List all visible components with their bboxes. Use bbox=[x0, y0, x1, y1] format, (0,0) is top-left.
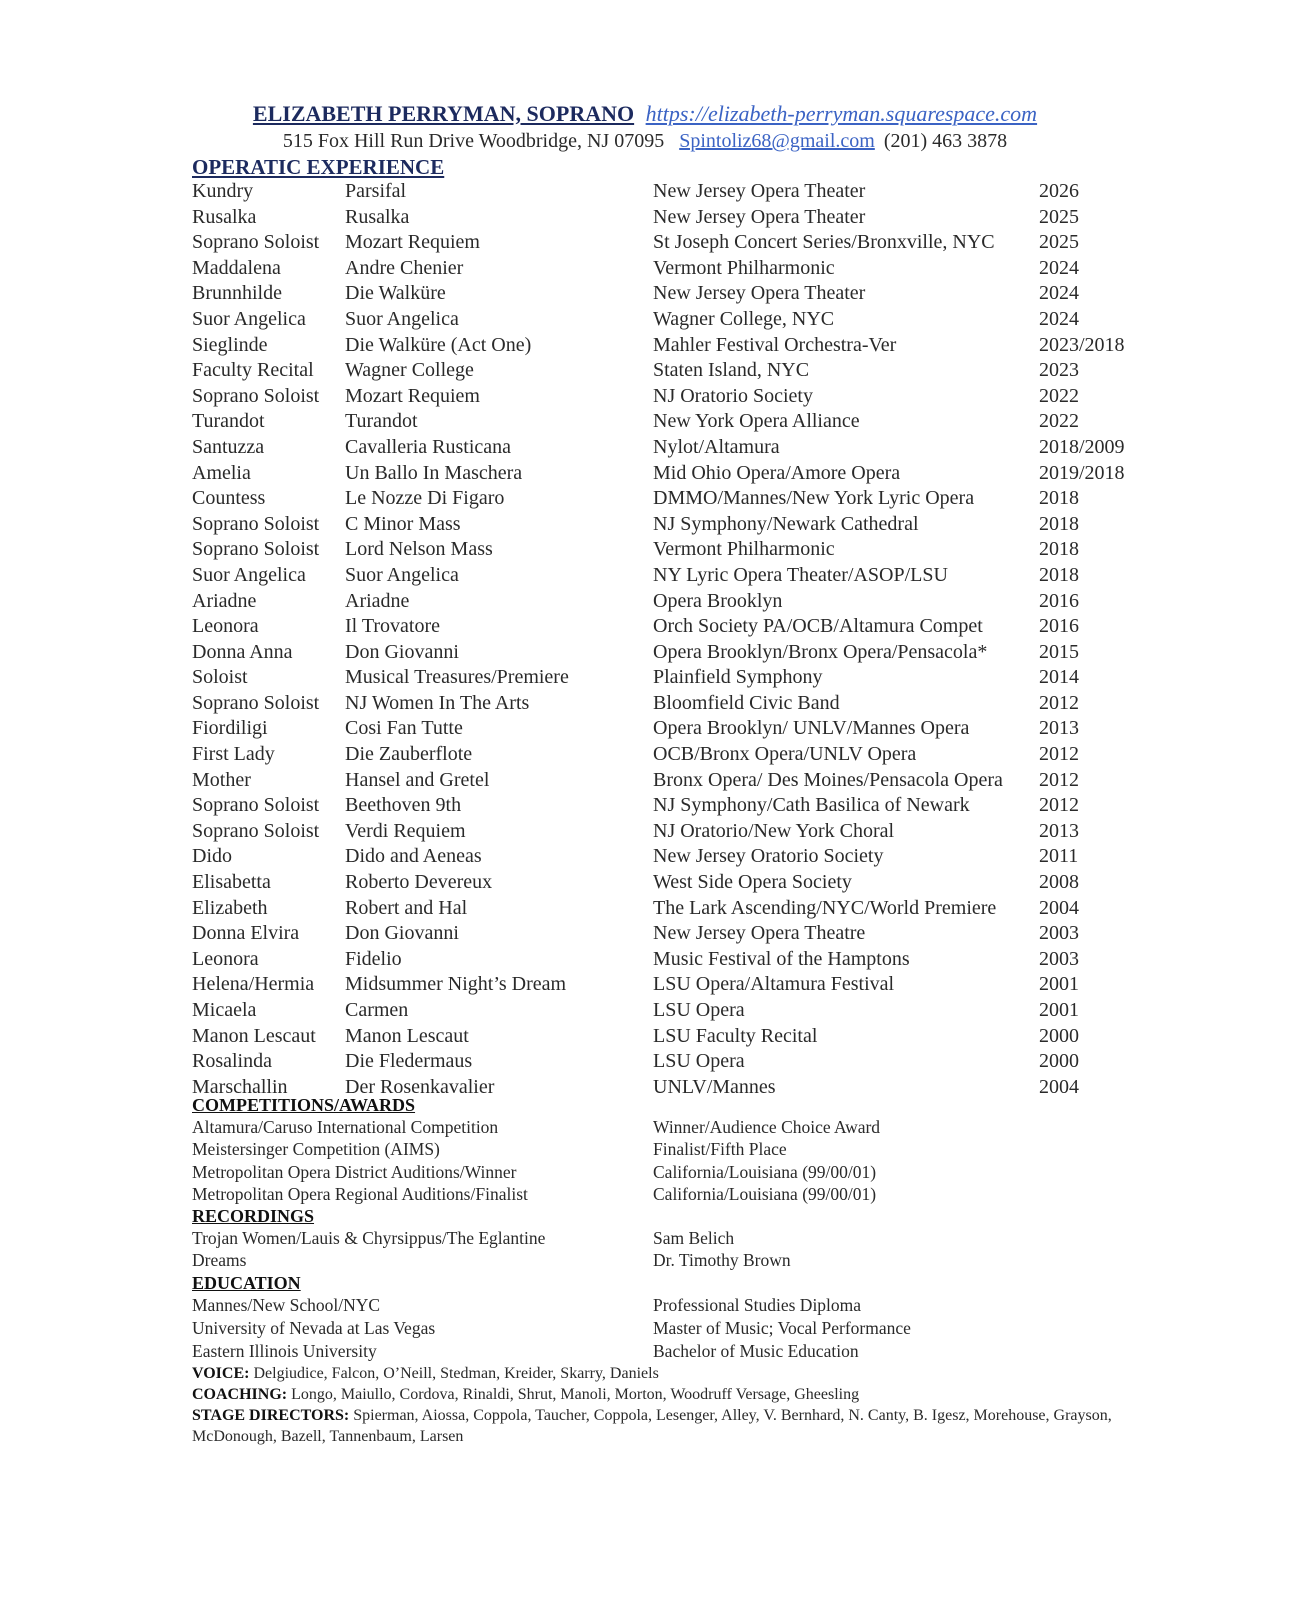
role-name: First Lady bbox=[192, 743, 275, 766]
coaching-label: COACHING: bbox=[192, 1386, 288, 1403]
performance-year: 2018 bbox=[1039, 563, 1079, 586]
role-name: Elizabeth bbox=[192, 896, 268, 919]
role-name: Rusalka bbox=[192, 205, 257, 228]
operatic-experience-list bbox=[192, 179, 1125, 1100]
opera-title: C Minor Mass bbox=[345, 512, 461, 535]
company-name: UNLV/Mannes bbox=[653, 1075, 776, 1098]
role-name: Soloist bbox=[192, 666, 248, 689]
performance-year: 2016 bbox=[1039, 615, 1079, 638]
competition-row-right: California/Louisiana (99/00/01) bbox=[653, 1183, 877, 1204]
role-name: Dido bbox=[192, 845, 232, 868]
role-name: Soprano Soloist bbox=[192, 384, 320, 407]
role-name: Elisabetta bbox=[192, 871, 271, 894]
performance-year: 2003 bbox=[1039, 947, 1079, 970]
company-name: Opera Brooklyn/ UNLV/Mannes Opera bbox=[653, 717, 970, 740]
company-name: Orch Society PA/OCB/Altamura Compet bbox=[653, 615, 983, 638]
role-name: Manon Lescaut bbox=[192, 1024, 316, 1047]
education-row-left: University of Nevada at Las Vegas bbox=[192, 1318, 436, 1338]
company-name: Staten Island, NYC bbox=[653, 359, 810, 382]
performance-year: 2023 bbox=[1039, 359, 1079, 382]
recordings-heading: RECORDINGS bbox=[192, 1206, 315, 1226]
operatic-role-row bbox=[192, 614, 1092, 640]
operatic-role-row bbox=[192, 768, 1092, 794]
opera-title: Ariadne bbox=[345, 589, 410, 612]
company-name: Opera Brooklyn/Bronx Opera/Pensacola* bbox=[653, 640, 988, 663]
performance-year: 2018 bbox=[1039, 487, 1079, 510]
competition-row-right: California/Louisiana (99/00/01) bbox=[653, 1161, 877, 1182]
opera-title: Beethoven 9th bbox=[345, 794, 462, 817]
performance-year: 2016 bbox=[1039, 589, 1079, 612]
operatic-role-row bbox=[192, 819, 1092, 845]
opera-title: Manon Lescaut bbox=[345, 1024, 469, 1047]
performance-year: 2018 bbox=[1039, 538, 1079, 561]
role-name: Brunnhilde bbox=[192, 282, 282, 305]
performance-year: 2025 bbox=[1039, 205, 1079, 228]
operatic-role-row bbox=[192, 563, 1092, 589]
operatic-role-row bbox=[192, 205, 1092, 231]
opera-title: Roberto Devereux bbox=[345, 871, 493, 894]
operatic-role-row bbox=[192, 461, 1125, 487]
company-name: St Joseph Concert Series/Bronxville, NYC bbox=[653, 231, 995, 254]
recording-row-right: Dr. Timothy Brown bbox=[653, 1250, 791, 1271]
operatic-role-row bbox=[192, 998, 1092, 1024]
operatic-role-row bbox=[192, 1024, 1092, 1050]
role-name: Maddalena bbox=[192, 256, 281, 279]
performance-year: 2012 bbox=[1039, 691, 1079, 714]
competition-row-left: Metropolitan Opera District Auditions/Winner bbox=[192, 1161, 517, 1182]
voice-teachers bbox=[192, 1363, 1122, 1384]
company-name: Music Festival of the Hamptons bbox=[653, 947, 910, 970]
opera-title: Mozart Requiem bbox=[345, 384, 480, 407]
company-name: Mid Ohio Opera/Amore Opera bbox=[653, 461, 901, 484]
opera-title: Un Ballo In Maschera bbox=[345, 461, 523, 484]
operatic-role-row bbox=[192, 742, 1092, 768]
role-name: Turandot bbox=[192, 410, 265, 433]
company-name: New Jersey Opera Theatre bbox=[653, 922, 866, 945]
company-name: New Jersey Opera Theater bbox=[653, 180, 866, 202]
role-name: Soprano Soloist bbox=[192, 538, 320, 561]
opera-title: Verdi Requiem bbox=[345, 819, 466, 842]
company-name: LSU Opera bbox=[653, 1050, 745, 1073]
role-name: Mother bbox=[192, 768, 251, 791]
role-name: Marschallin bbox=[192, 1075, 288, 1098]
coaching-names: Longo, Maiullo, Cordova, Rinaldi, Shrut, Manoli, Morton, Woodruff Versage, Gheesling bbox=[291, 1386, 860, 1403]
recording-row-left: Dreams bbox=[192, 1250, 247, 1271]
operatic-experience-heading: OPERATIC EXPERIENCE bbox=[192, 155, 445, 179]
education-heading: EDUCATION bbox=[192, 1273, 301, 1293]
role-name: Soprano Soloist bbox=[192, 512, 320, 535]
role-name: Soprano Soloist bbox=[192, 819, 320, 842]
competition-row-left: Meistersinger Competition (AIMS) bbox=[192, 1139, 440, 1160]
opera-title: Cavalleria Rusticana bbox=[345, 435, 512, 458]
operatic-role-row bbox=[192, 333, 1125, 359]
company-name: Vermont Philharmonic bbox=[653, 256, 835, 279]
role-name: Donna Anna bbox=[192, 640, 293, 663]
role-name: Sieglinde bbox=[192, 333, 268, 356]
performance-year: 2015 bbox=[1039, 640, 1079, 663]
competition-row-left: Metropolitan Opera Regional Auditions/Finalist bbox=[192, 1183, 528, 1204]
voice-label: VOICE: bbox=[192, 1365, 250, 1382]
performance-year: 2014 bbox=[1039, 666, 1079, 689]
recording-row-left: Trojan Women/Lauis & Chyrsippus/The Eglantine bbox=[192, 1228, 546, 1248]
opera-title: Der Rosenkavalier bbox=[345, 1075, 495, 1098]
company-name: NJ Oratorio Society bbox=[653, 384, 813, 407]
opera-title: Cosi Fan Tutte bbox=[345, 717, 463, 740]
phone: (201) 463 3878 bbox=[883, 130, 1008, 152]
role-name: Ariadne bbox=[192, 589, 257, 612]
company-name: Bloomfield Civic Band bbox=[653, 691, 840, 714]
company-name: OCB/Bronx Opera/UNLV Opera bbox=[653, 743, 917, 766]
company-name: New Jersey Oratorio Society bbox=[653, 845, 884, 868]
operatic-role-row bbox=[192, 844, 1092, 870]
competition-row-right: Finalist/Fifth Place bbox=[653, 1139, 787, 1160]
performance-year: 2012 bbox=[1039, 743, 1079, 766]
role-name: Leonora bbox=[192, 947, 259, 970]
operatic-role-row bbox=[192, 307, 1092, 333]
operatic-role-row bbox=[192, 921, 1092, 947]
role-name: Santuzza bbox=[192, 435, 265, 458]
company-name: NY Lyric Opera Theater/ASOP/LSU bbox=[653, 563, 948, 586]
opera-title: Die Zauberflote bbox=[345, 743, 473, 766]
role-name: Helena/Hermia bbox=[192, 973, 315, 996]
operatic-role-row bbox=[192, 589, 1092, 615]
operatic-role-row bbox=[192, 281, 1092, 307]
opera-title: Turandot bbox=[345, 410, 418, 433]
opera-title: Die Walküre (Act One) bbox=[345, 333, 532, 356]
company-name: Wagner College, NYC bbox=[653, 307, 835, 330]
recording-row bbox=[192, 1249, 1112, 1271]
opera-title: Wagner College bbox=[345, 359, 474, 382]
company-name: LSU Faculty Recital bbox=[653, 1024, 818, 1047]
opera-title: Rusalka bbox=[345, 205, 410, 228]
website-link[interactable]: https://elizabeth-perryman.squarespace.com bbox=[645, 101, 1038, 126]
opera-title: Dido and Aeneas bbox=[345, 845, 482, 868]
company-name: LSU Opera/Altamura Festival bbox=[653, 973, 895, 996]
role-name: Countess bbox=[192, 487, 266, 510]
performance-year: 2011 bbox=[1039, 845, 1079, 868]
opera-title: Suor Angelica bbox=[345, 563, 459, 586]
performance-year: 2026 bbox=[1039, 180, 1079, 202]
role-name: Soprano Soloist bbox=[192, 691, 320, 714]
performance-year: 2001 bbox=[1039, 973, 1079, 996]
opera-title: Suor Angelica bbox=[345, 307, 459, 330]
company-name: New York Opera Alliance bbox=[653, 410, 860, 433]
company-name: Opera Brooklyn bbox=[653, 589, 783, 612]
education-row-left: Eastern Illinois University bbox=[192, 1341, 377, 1361]
performance-year: 2018/2009 bbox=[1039, 435, 1125, 458]
role-name: Soprano Soloist bbox=[192, 231, 320, 254]
performance-year: 2012 bbox=[1039, 768, 1079, 791]
stage-directors-label: STAGE DIRECTORS: bbox=[192, 1407, 350, 1424]
opera-title: Il Trovatore bbox=[345, 615, 440, 638]
operatic-role-row bbox=[192, 537, 1092, 563]
company-name: New Jersey Opera Theater bbox=[653, 282, 866, 305]
opera-title: Don Giovanni bbox=[345, 640, 459, 663]
operatic-role-row bbox=[192, 179, 1092, 205]
role-name: Suor Angelica bbox=[192, 563, 306, 586]
performance-year: 2024 bbox=[1039, 282, 1079, 305]
company-name: LSU Opera bbox=[653, 999, 745, 1021]
email-link[interactable]: Spintoliz68@gmail.com bbox=[679, 130, 875, 152]
role-name: Kundry bbox=[192, 180, 254, 202]
stage-director-names: Spierman, Aiossa, Coppola, Taucher, Coppola, Lesenger, Alley, V. Bernhard, N. Canty, B. Igesz, Morehouse, Grayson, McDonough, Bazell, Tannenbaum, Larsen bbox=[192, 1407, 1112, 1445]
education-row bbox=[192, 1340, 1112, 1362]
operatic-role-row bbox=[192, 691, 1092, 717]
performance-year: 2012 bbox=[1039, 794, 1079, 817]
company-name: West Side Opera Society bbox=[653, 871, 852, 894]
operatic-role-row bbox=[192, 358, 1092, 384]
opera-title: Musical Treasures/Premiere bbox=[345, 666, 569, 689]
operatic-role-row bbox=[192, 486, 1092, 512]
opera-title: NJ Women In The Arts bbox=[345, 691, 530, 714]
competition-row-left: Altamura/Caruso International Competition bbox=[192, 1117, 499, 1137]
operatic-role-row bbox=[192, 435, 1125, 461]
role-name: Fiordiligi bbox=[192, 717, 268, 740]
competition-row bbox=[192, 1138, 1112, 1160]
company-name: Vermont Philharmonic bbox=[653, 538, 835, 561]
address: 515 Fox Hill Run Drive Woodbridge, NJ 07095 bbox=[282, 130, 665, 152]
contact-line bbox=[0, 128, 1290, 154]
performance-year: 2022 bbox=[1039, 384, 1079, 407]
opera-title: Die Fledermaus bbox=[345, 1050, 473, 1073]
operatic-role-row bbox=[192, 384, 1092, 410]
company-name: Nylot/Altamura bbox=[653, 435, 780, 458]
operatic-role-row bbox=[192, 1049, 1092, 1075]
opera-title: Lord Nelson Mass bbox=[345, 538, 493, 561]
performance-year: 2022 bbox=[1039, 410, 1079, 433]
competitions-heading: COMPETITIONS/AWARDS bbox=[192, 1095, 416, 1115]
role-name: Micaela bbox=[192, 999, 257, 1021]
coaching-credits bbox=[192, 1384, 1122, 1405]
performance-year: 2000 bbox=[1039, 1024, 1079, 1047]
voice-names: Delgiudice, Falcon, O’Neill, Stedman, Kreider, Skarry, Daniels bbox=[253, 1365, 659, 1382]
performance-year: 2024 bbox=[1039, 307, 1079, 330]
recording-row-right: Sam Belich bbox=[653, 1228, 735, 1248]
company-name: Mahler Festival Orchestra-Ver bbox=[653, 333, 897, 356]
role-name: Leonora bbox=[192, 615, 259, 638]
role-name: Faculty Recital bbox=[192, 359, 314, 382]
company-name: DMMO/Mannes/New York Lyric Opera bbox=[653, 487, 975, 510]
performance-year: 2025 bbox=[1039, 231, 1079, 254]
performance-year: 2013 bbox=[1039, 717, 1079, 740]
performance-year: 2013 bbox=[1039, 819, 1079, 842]
operatic-role-row bbox=[192, 896, 1092, 922]
competition-row-right: Winner/Audience Choice Award bbox=[653, 1117, 881, 1137]
performance-year: 2024 bbox=[1039, 256, 1079, 279]
operatic-role-row bbox=[192, 716, 1092, 742]
role-name: Donna Elvira bbox=[192, 922, 300, 945]
performance-year: 2004 bbox=[1039, 896, 1079, 919]
education-row-right: Bachelor of Music Education bbox=[653, 1341, 859, 1361]
operatic-role-row bbox=[192, 870, 1092, 896]
competition-row bbox=[192, 1183, 1112, 1205]
operatic-role-row bbox=[192, 972, 1092, 998]
performance-year: 2018 bbox=[1039, 512, 1079, 535]
education-row-right: Master of Music; Vocal Performance bbox=[653, 1318, 911, 1338]
opera-title: Robert and Hal bbox=[345, 896, 468, 919]
stage-director-credits bbox=[192, 1405, 1122, 1447]
role-name: Amelia bbox=[192, 461, 251, 484]
operatic-role-row bbox=[192, 512, 1092, 538]
opera-title: Mozart Requiem bbox=[345, 231, 480, 254]
operatic-role-row bbox=[192, 409, 1092, 435]
opera-title: Parsifal bbox=[345, 180, 407, 202]
company-name: Plainfield Symphony bbox=[653, 666, 823, 689]
education-row bbox=[192, 1294, 1112, 1316]
role-name: Rosalinda bbox=[192, 1050, 272, 1073]
opera-title: Die Walküre bbox=[345, 282, 446, 305]
performance-year: 2000 bbox=[1039, 1050, 1079, 1073]
company-name: The Lark Ascending/NYC/World Premiere bbox=[653, 896, 997, 919]
opera-title: Midsummer Night’s Dream bbox=[345, 973, 567, 996]
performance-year: 2008 bbox=[1039, 871, 1079, 894]
role-name: Suor Angelica bbox=[192, 307, 306, 330]
opera-title: Fidelio bbox=[345, 947, 402, 970]
performance-year: 2003 bbox=[1039, 922, 1079, 945]
resume-header bbox=[0, 100, 1290, 128]
company-name: NJ Symphony/Newark Cathedral bbox=[653, 512, 919, 535]
operatic-role-row bbox=[192, 665, 1092, 691]
role-name: Soprano Soloist bbox=[192, 794, 320, 817]
opera-title: Carmen bbox=[345, 999, 409, 1021]
company-name: NJ Oratorio/New York Choral bbox=[653, 819, 895, 842]
performance-year: 2019/2018 bbox=[1039, 461, 1125, 484]
education-row-left: Mannes/New School/NYC bbox=[192, 1295, 381, 1315]
competition-row bbox=[192, 1116, 1112, 1138]
company-name: Bronx Opera/ Des Moines/Pensacola Opera bbox=[653, 768, 1003, 791]
competition-row bbox=[192, 1161, 1112, 1183]
opera-title: Don Giovanni bbox=[345, 922, 459, 945]
opera-title: Hansel and Gretel bbox=[345, 768, 490, 791]
singer-name: ELIZABETH PERRYMAN, SOPRANO bbox=[252, 101, 635, 126]
operatic-role-row bbox=[192, 640, 1092, 666]
education-row bbox=[192, 1317, 1112, 1339]
operatic-role-row bbox=[192, 256, 1092, 282]
recording-row bbox=[192, 1227, 1112, 1249]
operatic-role-row bbox=[192, 793, 1092, 819]
opera-title: Andre Chenier bbox=[345, 256, 464, 279]
operatic-role-row bbox=[192, 230, 1092, 256]
opera-title: Le Nozze Di Figaro bbox=[345, 487, 505, 510]
education-row-right: Professional Studies Diploma bbox=[653, 1295, 862, 1315]
company-name: New Jersey Opera Theater bbox=[653, 205, 866, 228]
operatic-role-row bbox=[192, 947, 1092, 973]
company-name: NJ Symphony/Cath Basilica of Newark bbox=[653, 794, 970, 817]
performance-year: 2023/2018 bbox=[1039, 333, 1125, 356]
performance-year: 2004 bbox=[1039, 1075, 1079, 1098]
performance-year: 2001 bbox=[1039, 999, 1079, 1021]
